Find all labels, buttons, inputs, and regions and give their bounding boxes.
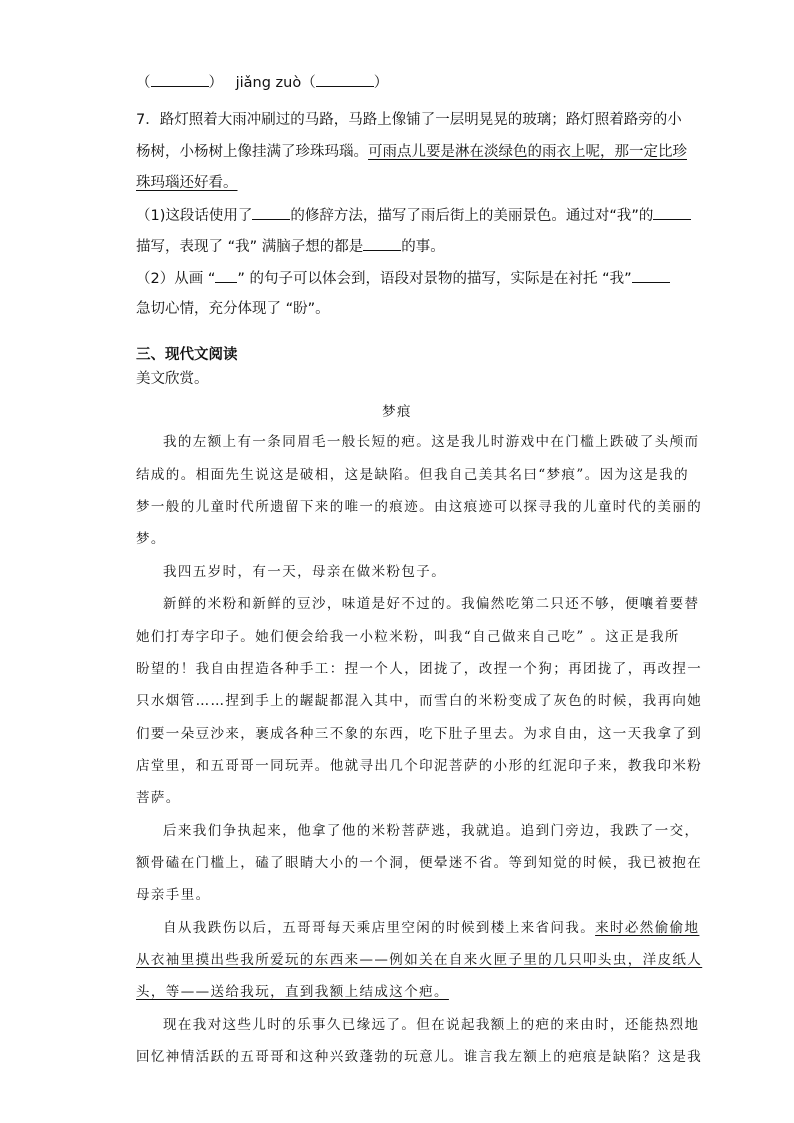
essay-line: 店堂里，和五哥哥一同玩弄。他就寻出几个印泥菩萨的小形的红泥印子来，教我印米粉 (136, 758, 703, 774)
essay-line: 我四五岁时，有一天，母亲在做米粉包子。 (163, 564, 447, 580)
q7-s1-text: 的事。 (401, 239, 445, 255)
q7-subquestion-1 (136, 205, 691, 226)
section-heading: 三、现代文阅读 (136, 347, 238, 363)
q7-subquestion-2-cont: 急切心情，充分体现了 “盼”。 (136, 301, 330, 317)
essay-underlined-sentence: 来时必然偷偷地 (595, 920, 700, 936)
q7-line-3 (136, 173, 238, 193)
essay-underlined-line: 头，等——送给我玩，直到我额上结成这个疤。 (136, 984, 449, 1000)
q6-pinyin-line (136, 72, 388, 93)
essay-line: 盼望的！我自由捏造各种手工：捏一个人，团拢了，改捏一个狗；再团拢了，再改捏一 (136, 661, 703, 677)
answer-blank[interactable] (653, 205, 691, 220)
q7-underlined-sentence: 可雨点儿要是淋在淡绿色的雨衣上呢，那一定比珍 (368, 144, 687, 160)
essay-line: 额骨磕在门槛上，磕了眼睛大小的一个洞，便晕迷不省。等到知觉的时候，我已被抱在 (136, 855, 703, 871)
essay-line: 新鲜的米粉和新鲜的豆沙，味道是好不过的。我偏然吃第二只还不够，便嚷着要替 (163, 596, 700, 612)
answer-blank[interactable] (316, 72, 374, 87)
paren-close: ） (208, 75, 223, 91)
essay-line: 现在我对这些儿时的乐事久已缘远了。但在说起我额上的疤的来由时，还能热烈地 (163, 1017, 700, 1033)
answer-blank[interactable] (252, 205, 290, 220)
q7-line-1: 7．路灯照着大雨冲刷过的马路，马路上像铺了一层明晃晃的玻璃；路灯照着路旁的小 (136, 112, 682, 128)
paren-open: （ (136, 75, 151, 91)
q7-underlined-sentence: 珠玛瑙还好看。 (136, 175, 238, 191)
pinyin-text: jiǎng zuò（ (235, 75, 316, 91)
q7-s1-text: 的修辞方法，描写了雨后街上的美丽景色。通过对“我”的 (290, 208, 654, 224)
q7-s2-text: （2）从画 “ (136, 271, 216, 287)
essay-title: 梦痕 (382, 404, 412, 420)
answer-blank[interactable] (632, 268, 670, 283)
q7-subquestion-2 (136, 268, 670, 289)
essay-line (163, 918, 699, 938)
q7-s2-text: ” 的句子可以体会到，语段对景物的描写，实际是在衬托 “我” (237, 271, 632, 287)
essay-line: 梦一般的儿童时代所遗留下来的唯一的痕迹。由这痕迹可以探寻我的儿童时代的美丽的 (136, 499, 703, 515)
answer-blank[interactable] (363, 236, 401, 251)
essay-line: 她们打寿字印子。她们便会给我一小粒米粉，叫我“自己做来自己吃” 。这正是我所 (136, 629, 680, 645)
essay-text: 自从我跌伤以后，五哥哥每天乘店里空闲的时候到楼上来省问我。 (163, 920, 596, 936)
q7-text: 杨树，小杨树上像挂满了珍珠玛瑙。 (136, 144, 368, 160)
essay-line: 回忆神情活跃的五哥哥和这种兴致蓬勃的玩意儿。谁言我左额上的疤痕是缺陷？这是我 (136, 1049, 703, 1065)
essay-line: 结成的。相面先生说这是破相，这是缺陷。但我自己美其名曰“梦痕”。因为这是我的 (136, 467, 690, 483)
q7-line-2 (136, 142, 687, 162)
essay-line: 我的左额上有一条同眉毛一般长短的疤。这是我儿时游戏中在门槛上跌破了头颅而 (163, 434, 700, 450)
paren-close: ） (373, 75, 389, 91)
essay-line: 后来我们争执起来，他拿了他的米粉菩萨逃，我就追。追到门旁边，我跌了一交， (163, 823, 700, 839)
essay-line: 菩萨。 (136, 790, 181, 806)
answer-blank[interactable] (215, 268, 237, 283)
q7-subquestion-1-cont (136, 236, 445, 257)
q7-s1-text: 描写，表现了 “我” 满脑子想的都是 (136, 239, 364, 255)
answer-blank[interactable] (151, 72, 209, 87)
q7-s1-text: （1)这段话使用了 (136, 208, 253, 224)
essay-line: 只水烟管……捏到手上的龌龊都混入其中，而雪白的米粉变成了灰色的时候，我再向她 (136, 693, 703, 709)
essay-underlined-line: 从衣袖里摸出些我所爱玩的东西来——例如关在自来火匣子里的几只叩头虫，洋皮纸人 (136, 952, 703, 968)
section-intro: 美文欣赏。 (136, 371, 209, 387)
essay-line: 母亲手里。 (136, 887, 211, 903)
essay-line: 们要一朵豆沙来，裹成各种三不象的东西，吃下肚子里去。为求自由，这一天我拿了到 (136, 726, 703, 742)
essay-line: 梦。 (136, 531, 166, 547)
